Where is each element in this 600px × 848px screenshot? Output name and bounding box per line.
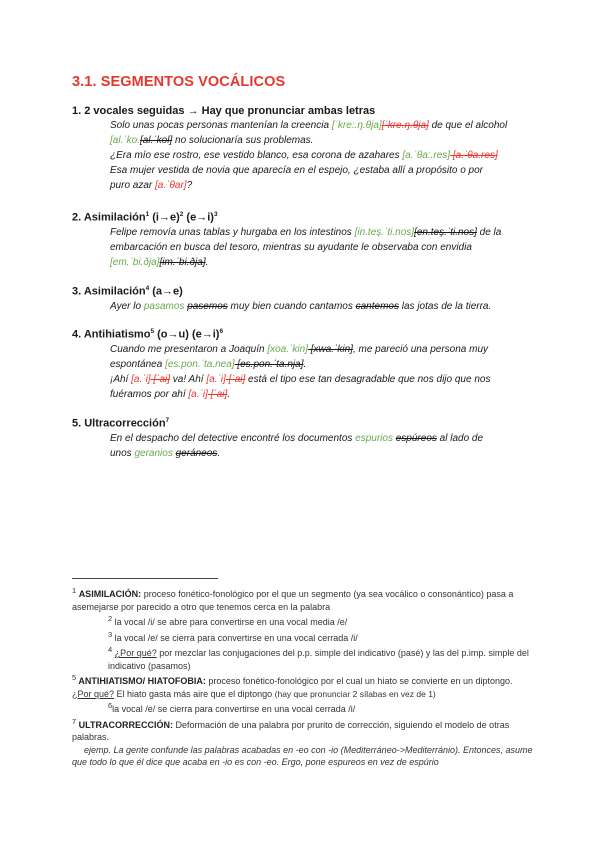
footnote-4: $^4$ ¿Por qué? por mezclar las conjugaciones del p.p. simple del indicativo (pasé) y las del p.imp. simple del indicativo (pasamos): [108, 645, 529, 671]
section-3-heading: 3. Asimilación$^4$ (a→e): [72, 285, 183, 298]
section-1: [72, 104, 544, 193]
footnote-1: $^1$ ASIMILACIÓN: proceso fonético-fonológico por el que un segmento (ya sea vocálico o consonántico) pasa a asemejarse por parecido a otro que tenemos cerca en la palabra: [72, 586, 514, 612]
section-1-heading: 1. 2 vocales seguidas → Hay que pronunciar ambas letras: [72, 105, 376, 117]
footnote-2: $^2$ la vocal /i/ se abre para convertirse en una vocal media /e/: [108, 614, 348, 627]
footnote-7: $^7$ ULTRACORRECCIÓN: Deformación de una palabra por prurito de corrección, siguiendo el modelo de otras palabras.: [72, 716, 510, 742]
footnote-7-example: ejemp. La gente confunde las palabras acabadas en -eo con -io (Mediterráneo->Mediterránio). Entonces, asume que todo lo que él dice que acaba en -io es con -eo. Ergo, pone espureos en vez de espúrio: [72, 744, 533, 767]
section-5: [72, 414, 544, 461]
section-4-heading: 4. Antihiatismo$^5$ (o→u) $(e\to i)^6$: [72, 328, 224, 341]
section-5-heading: 5. Ultracorrección$^7$: [72, 417, 170, 430]
section-2: [72, 208, 544, 270]
section-2-heading: 2. Asimilación$^1$ $(i\to e)^2$ $(e\to i)^3$: [72, 211, 218, 224]
footnote-6: $^6$la vocal /e/ se cierra para convertirse en una vocal cerrada /i/: [108, 701, 356, 714]
footnotes: [72, 585, 544, 769]
section-title: 3.1. SEGMENTOS VOCÁLICOS: [72, 74, 286, 90]
section-5-text: En el despacho del detective encontré los documentos espurios espúreos al lado de unos geranios geráneos.: [110, 432, 484, 459]
footnote-5: $^5$ ANTIHIATISMO/ HIATOFOBIA: proceso fonético-fonológico por el cual un hiato se convierte en un diptongo.: [72, 673, 513, 686]
section-3: [72, 282, 544, 314]
section-1-text: Solo unas pocas personas mantenían la creencia [ˈkre:.ŋ.θja][ˈkre.ŋ.θja] de que el alcohol [al.ˈko.[al.ˈkol] no solucionaría sus problemas. ¿Era mío ese rostro, ese vestido blanco, esa corona de azahares [a.ˈθa:.res] [a.ˈθa.res] Esa mujer vestida de novia que aparecía en el espejo, ¿estaba allí a propósito o por puro azar [a.ˈθar]?: [110, 120, 508, 191]
section-4-text: Cuando me presentaron a Joaquín [xoa.ˈkin] [xwa.ˈkin], me pareció una persona muy espontánea [es.pon.ˈta.nea] [es.pon.ˈta.nja]. ¡Ahí [a.ˈi] [ˈai] va! Ahí [a.ˈi] [ˈai] está el tipo ese tan desagradable que nos dijo que nos fuéramos por ahí [a.ˈi] [ˈai].: [110, 343, 491, 400]
footnote-3: $^3$ la vocal /e/ se cierra para convertirse en una vocal cerrada /i/: [108, 629, 358, 643]
section-4: [72, 325, 544, 402]
section-2-text: Felipe removía unas tablas y hurgaba en los intestinos [in.teș.ˈti.nos][en.teș.ˈti.nos] de la embarcación en busca del tesoro, mientras su ayudante le observaba con envidia [em.ˈbi.ðja][im.ˈbi.ðja].: [110, 226, 502, 268]
footnote-separator: [72, 578, 218, 579]
section-3-text: Ayer lo pasamos pasemos muy bien cuando cantamos cantemos las jotas de la tierra.: [110, 300, 492, 312]
footnote-5-why: ¿Por qué? El hiato gasta más aire que el diptongo (hay que pronunciar 2 sílabas en vez de 1): [72, 688, 436, 699]
